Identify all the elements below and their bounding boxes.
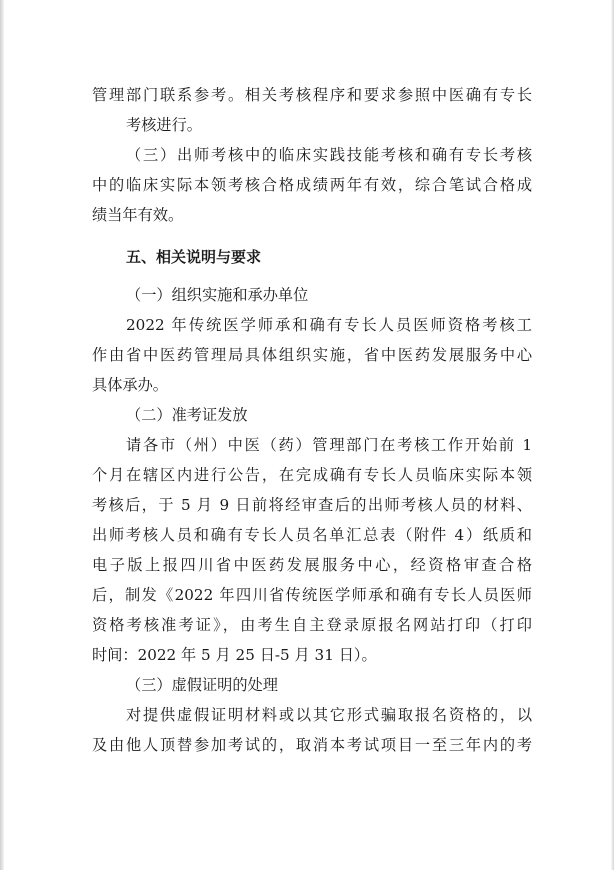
scan-edge-left bbox=[0, 0, 4, 870]
text-line: 对提供虚假证明材料或以其它形式骗取报名资格的，以 bbox=[126, 706, 532, 724]
text-line: 请各市（州）中医（药）管理部门在考核工作开始前 1 bbox=[126, 436, 532, 454]
text-line: （三）出师考核中的临床实践技能考核和确有专长考核 bbox=[126, 146, 532, 164]
text-line: 2022 年传统医学师承和确有专长人员医师资格考核工 bbox=[126, 316, 532, 334]
text-line: 考核后，于 5 月 9 日前将经审查后的出师考核人员的材料、 bbox=[92, 496, 532, 514]
text-line: 绩当年有效。 bbox=[92, 206, 184, 224]
text-line: 作由省中医药管理局具体组织实施，省中医药发展服务中心 bbox=[92, 346, 532, 364]
subsection-heading-false-proof: （三）虚假证明的处理 bbox=[126, 676, 278, 694]
text-line: 时间：2022 年 5 月 25 日-5 月 31 日）。 bbox=[92, 646, 377, 664]
document-page bbox=[92, 80, 532, 760]
paragraph-validity bbox=[92, 140, 532, 230]
text-line: 个月在辖区内进行公告，在完成确有专长人员临床实际本领 bbox=[92, 466, 532, 484]
text-line: 具体承办。 bbox=[92, 376, 168, 394]
paragraph-organization bbox=[92, 310, 532, 400]
text-line: 出师考核人员和确有专长人员名单汇总表（附件 4）纸质和 bbox=[92, 526, 532, 544]
text-line: 中的临床实际本领考核合格成绩两年有效，综合笔试合格成 bbox=[92, 176, 532, 194]
text-line: 资格考核准考证》，由考生自主登录原报名网站打印（打印 bbox=[92, 616, 532, 634]
text-line: 考核进行。 bbox=[126, 116, 202, 134]
subsection-heading-admission-ticket: （二）准考证发放 bbox=[126, 406, 248, 424]
subsection-heading-organization: （一）组织实施和承办单位 bbox=[126, 286, 309, 304]
paragraph-continuation bbox=[92, 80, 532, 140]
text-line: 管理部门联系参考。相关考核程序和要求参照中医确有专长 bbox=[92, 86, 532, 104]
text-line: 后，制发《2022 年四川省传统医学师承和确有专长人员医师 bbox=[92, 586, 532, 604]
text-line: 电子版上报四川省中医药发展服务中心，经资格审查合格 bbox=[92, 556, 532, 574]
paragraph-false-proof bbox=[92, 700, 532, 760]
text-line: 及由他人顶替参加考试的，取消本考试项目一至三年内的考 bbox=[92, 736, 532, 754]
section-heading: 五、相关说明与要求 bbox=[126, 248, 262, 266]
paragraph-admission-ticket bbox=[92, 430, 532, 670]
